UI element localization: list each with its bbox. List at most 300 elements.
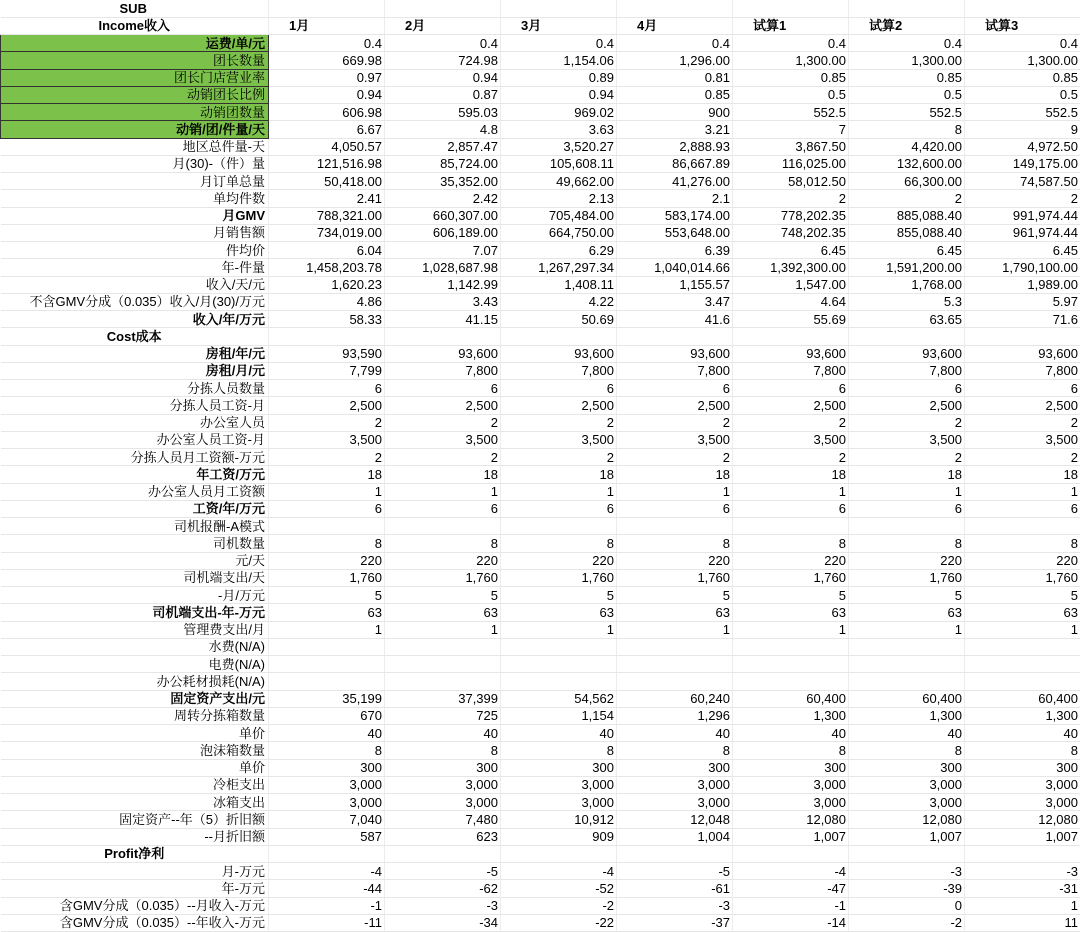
section-header-cell[interactable]: Profit净利: [1, 845, 269, 862]
value-cell[interactable]: 74,587.50: [965, 173, 1080, 190]
value-cell[interactable]: 300: [501, 759, 617, 776]
value-cell[interactable]: 300: [965, 759, 1080, 776]
value-cell[interactable]: 54,562: [501, 690, 617, 707]
row-label-cell[interactable]: 单均件数: [1, 190, 269, 207]
empty-cell[interactable]: [501, 845, 617, 862]
row-label-cell[interactable]: 管理费支出/月: [1, 621, 269, 638]
value-cell[interactable]: 1,154.06: [501, 52, 617, 69]
value-cell[interactable]: 18: [617, 466, 733, 483]
value-cell[interactable]: 0.5: [849, 86, 965, 103]
value-cell[interactable]: 2,857.47: [385, 138, 501, 155]
value-cell[interactable]: 7,040: [269, 811, 385, 828]
value-cell[interactable]: 1,300.00: [965, 52, 1080, 69]
row-label-cell[interactable]: 分拣人员数量: [1, 380, 269, 397]
value-cell[interactable]: -1: [733, 897, 849, 914]
col-header-7[interactable]: 试算3: [965, 17, 1080, 34]
value-cell[interactable]: 6.67: [269, 121, 385, 138]
value-cell[interactable]: 6: [385, 500, 501, 517]
value-cell[interactable]: 18: [269, 466, 385, 483]
row-label-cell[interactable]: 司机报酬-A模式: [1, 518, 269, 535]
value-cell[interactable]: 105,608.11: [501, 155, 617, 172]
value-cell[interactable]: 8: [849, 742, 965, 759]
value-cell[interactable]: 2: [385, 449, 501, 466]
value-cell[interactable]: 3,000: [385, 794, 501, 811]
value-cell[interactable]: 900: [617, 104, 733, 121]
value-cell[interactable]: 6: [501, 380, 617, 397]
value-cell[interactable]: -22: [501, 914, 617, 931]
value-cell[interactable]: 7: [733, 121, 849, 138]
value-cell[interactable]: 41.6: [617, 311, 733, 328]
value-cell[interactable]: 220: [501, 552, 617, 569]
row-label-cell[interactable]: 房租/年/元: [1, 345, 269, 362]
value-cell[interactable]: 606,189.00: [385, 224, 501, 241]
value-cell[interactable]: 4,972.50: [965, 138, 1080, 155]
value-cell[interactable]: 8: [849, 535, 965, 552]
value-cell[interactable]: 2,500: [733, 397, 849, 414]
value-cell[interactable]: 12,080: [733, 811, 849, 828]
value-cell[interactable]: 3,000: [501, 776, 617, 793]
value-cell[interactable]: 2: [385, 414, 501, 431]
value-cell[interactable]: 0.4: [501, 35, 617, 52]
value-cell[interactable]: 8: [617, 535, 733, 552]
value-cell[interactable]: 4,050.57: [269, 138, 385, 155]
value-cell[interactable]: 6: [617, 380, 733, 397]
value-cell[interactable]: 2,500: [385, 397, 501, 414]
value-cell[interactable]: 40: [849, 725, 965, 742]
value-cell[interactable]: 3,500: [617, 431, 733, 448]
value-cell[interactable]: 7,800: [617, 362, 733, 379]
value-cell[interactable]: 1,760: [965, 569, 1080, 586]
value-cell[interactable]: [269, 638, 385, 655]
value-cell[interactable]: 55.69: [733, 311, 849, 328]
value-cell[interactable]: 1: [849, 483, 965, 500]
value-cell[interactable]: 149,175.00: [965, 155, 1080, 172]
value-cell[interactable]: 63: [501, 604, 617, 621]
value-cell[interactable]: 40: [269, 725, 385, 742]
value-cell[interactable]: 5: [501, 587, 617, 604]
row-label-cell[interactable]: 动销/团/件量/天: [1, 121, 269, 138]
row-label-cell[interactable]: 水费(N/A): [1, 638, 269, 655]
row-label-cell[interactable]: 年-万元: [1, 880, 269, 897]
row-label-cell[interactable]: 单价: [1, 725, 269, 742]
value-cell[interactable]: 1,155.57: [617, 276, 733, 293]
value-cell[interactable]: 2: [849, 414, 965, 431]
value-cell[interactable]: 669.98: [269, 52, 385, 69]
value-cell[interactable]: 63.65: [849, 311, 965, 328]
income-header-cell[interactable]: Income收入: [1, 17, 269, 34]
row-label-cell[interactable]: 收入/天/元: [1, 276, 269, 293]
value-cell[interactable]: 3,500: [501, 431, 617, 448]
value-cell[interactable]: 5: [385, 587, 501, 604]
empty-cell[interactable]: [617, 328, 733, 345]
value-cell[interactable]: 8: [733, 535, 849, 552]
value-cell[interactable]: 93,600: [385, 345, 501, 362]
value-cell[interactable]: [733, 638, 849, 655]
value-cell[interactable]: 6: [733, 500, 849, 517]
col-header-1[interactable]: 1月: [269, 17, 385, 34]
row-label-cell[interactable]: 冰箱支出: [1, 794, 269, 811]
row-label-cell[interactable]: 含GMV分成（0.035）--年收入-万元: [1, 914, 269, 931]
row-label-cell[interactable]: 元/天: [1, 552, 269, 569]
empty-cell[interactable]: [269, 845, 385, 862]
empty-cell[interactable]: [965, 328, 1080, 345]
value-cell[interactable]: 8: [269, 535, 385, 552]
value-cell[interactable]: 552.5: [965, 104, 1080, 121]
value-cell[interactable]: 1: [965, 483, 1080, 500]
row-label-cell[interactable]: 办公耗材损耗(N/A): [1, 673, 269, 690]
value-cell[interactable]: 660,307.00: [385, 207, 501, 224]
value-cell[interactable]: [501, 673, 617, 690]
value-cell[interactable]: 3,500: [733, 431, 849, 448]
value-cell[interactable]: 2.41: [269, 190, 385, 207]
row-label-cell[interactable]: 办公室人员: [1, 414, 269, 431]
value-cell[interactable]: 0.5: [733, 86, 849, 103]
value-cell[interactable]: -62: [385, 880, 501, 897]
empty-cell[interactable]: [385, 845, 501, 862]
row-label-cell[interactable]: 办公室人员月工资额: [1, 483, 269, 500]
value-cell[interactable]: 6: [269, 380, 385, 397]
value-cell[interactable]: [965, 638, 1080, 655]
value-cell[interactable]: 85,724.00: [385, 155, 501, 172]
row-label-cell[interactable]: 收入/年/万元: [1, 311, 269, 328]
sheet-title-cell[interactable]: SUB: [1, 0, 269, 17]
empty-cell[interactable]: [849, 845, 965, 862]
value-cell[interactable]: 705,484.00: [501, 207, 617, 224]
value-cell[interactable]: 2: [849, 449, 965, 466]
value-cell[interactable]: 6: [965, 380, 1080, 397]
value-cell[interactable]: 2: [269, 449, 385, 466]
row-label-cell[interactable]: 固定资产支出/元: [1, 690, 269, 707]
value-cell[interactable]: 1,267,297.34: [501, 259, 617, 276]
value-cell[interactable]: 2: [965, 449, 1080, 466]
value-cell[interactable]: 1,300: [849, 707, 965, 724]
value-cell[interactable]: [385, 638, 501, 655]
value-cell[interactable]: -52: [501, 880, 617, 897]
row-label-cell[interactable]: 司机数量: [1, 535, 269, 552]
value-cell[interactable]: 2: [733, 449, 849, 466]
value-cell[interactable]: 5: [965, 587, 1080, 604]
value-cell[interactable]: 2: [501, 449, 617, 466]
empty-cell[interactable]: [269, 328, 385, 345]
value-cell[interactable]: 8: [385, 535, 501, 552]
row-label-cell[interactable]: -月/万元: [1, 587, 269, 604]
value-cell[interactable]: 0.94: [385, 69, 501, 86]
value-cell[interactable]: 1: [501, 621, 617, 638]
row-label-cell[interactable]: 运费/单/元: [1, 35, 269, 52]
empty-cell[interactable]: [385, 328, 501, 345]
value-cell[interactable]: 1,458,203.78: [269, 259, 385, 276]
row-label-cell[interactable]: 含GMV分成（0.035）--月收入-万元: [1, 897, 269, 914]
row-label-cell[interactable]: 月(30)-（件）量: [1, 155, 269, 172]
value-cell[interactable]: 748,202.35: [733, 224, 849, 241]
value-cell[interactable]: [733, 656, 849, 673]
value-cell[interactable]: [617, 518, 733, 535]
value-cell[interactable]: 552.5: [849, 104, 965, 121]
value-cell[interactable]: 7,800: [501, 362, 617, 379]
value-cell[interactable]: 4,420.00: [849, 138, 965, 155]
value-cell[interactable]: -3: [965, 863, 1080, 880]
value-cell[interactable]: 0.4: [385, 35, 501, 52]
value-cell[interactable]: [849, 673, 965, 690]
value-cell[interactable]: 2.13: [501, 190, 617, 207]
value-cell[interactable]: 18: [849, 466, 965, 483]
value-cell[interactable]: 1,296: [617, 707, 733, 724]
section-header-cell[interactable]: Cost成本: [1, 328, 269, 345]
value-cell[interactable]: [385, 673, 501, 690]
empty-cell[interactable]: [965, 845, 1080, 862]
row-label-cell[interactable]: --月折旧额: [1, 828, 269, 845]
value-cell[interactable]: 1: [733, 483, 849, 500]
value-cell[interactable]: 50,418.00: [269, 173, 385, 190]
value-cell[interactable]: 587: [269, 828, 385, 845]
value-cell[interactable]: 1,768.00: [849, 276, 965, 293]
value-cell[interactable]: 0.85: [733, 69, 849, 86]
row-label-cell[interactable]: 月GMV: [1, 207, 269, 224]
value-cell[interactable]: -4: [733, 863, 849, 880]
value-cell[interactable]: 1,154: [501, 707, 617, 724]
value-cell[interactable]: 0.81: [617, 69, 733, 86]
value-cell[interactable]: 8: [617, 742, 733, 759]
empty-cell[interactable]: [849, 328, 965, 345]
value-cell[interactable]: 2.1: [617, 190, 733, 207]
row-label-cell[interactable]: 单价: [1, 759, 269, 776]
value-cell[interactable]: 670: [269, 707, 385, 724]
value-cell[interactable]: 37,399: [385, 690, 501, 707]
row-label-cell[interactable]: 地区总件量-天: [1, 138, 269, 155]
value-cell[interactable]: 5: [269, 587, 385, 604]
value-cell[interactable]: -1: [269, 897, 385, 914]
value-cell[interactable]: 6.39: [617, 242, 733, 259]
value-cell[interactable]: 300: [849, 759, 965, 776]
value-cell[interactable]: 58,012.50: [733, 173, 849, 190]
value-cell[interactable]: 220: [385, 552, 501, 569]
row-label-cell[interactable]: 分拣人员工资-月: [1, 397, 269, 414]
value-cell[interactable]: 3,500: [965, 431, 1080, 448]
value-cell[interactable]: -2: [501, 897, 617, 914]
value-cell[interactable]: 5: [849, 587, 965, 604]
row-label-cell[interactable]: 固定资产--年（5）折旧额: [1, 811, 269, 828]
value-cell[interactable]: 3,000: [965, 794, 1080, 811]
value-cell[interactable]: 0.94: [501, 86, 617, 103]
row-label-cell[interactable]: 泡沫箱数量: [1, 742, 269, 759]
value-cell[interactable]: -2: [849, 914, 965, 931]
value-cell[interactable]: 6: [849, 380, 965, 397]
value-cell[interactable]: 1: [385, 621, 501, 638]
row-label-cell[interactable]: 分拣人员月工资额-万元: [1, 449, 269, 466]
value-cell[interactable]: 606.98: [269, 104, 385, 121]
value-cell[interactable]: [849, 638, 965, 655]
value-cell[interactable]: 8: [965, 742, 1080, 759]
value-cell[interactable]: 9: [965, 121, 1080, 138]
value-cell[interactable]: 583,174.00: [617, 207, 733, 224]
value-cell[interactable]: 220: [965, 552, 1080, 569]
value-cell[interactable]: 3,000: [269, 794, 385, 811]
value-cell[interactable]: 1,296.00: [617, 52, 733, 69]
value-cell[interactable]: 6: [501, 500, 617, 517]
value-cell[interactable]: 8: [385, 742, 501, 759]
value-cell[interactable]: 300: [617, 759, 733, 776]
value-cell[interactable]: 3,000: [385, 776, 501, 793]
value-cell[interactable]: 2: [501, 414, 617, 431]
value-cell[interactable]: 7,800: [733, 362, 849, 379]
value-cell[interactable]: 0: [849, 897, 965, 914]
value-cell[interactable]: 0.4: [269, 35, 385, 52]
value-cell[interactable]: 7,800: [385, 362, 501, 379]
value-cell[interactable]: 1,028,687.98: [385, 259, 501, 276]
value-cell[interactable]: 40: [501, 725, 617, 742]
value-cell[interactable]: 3.43: [385, 293, 501, 310]
row-label-cell[interactable]: 工资/年/万元: [1, 500, 269, 517]
value-cell[interactable]: 5.3: [849, 293, 965, 310]
value-cell[interactable]: -14: [733, 914, 849, 931]
value-cell[interactable]: 2,888.93: [617, 138, 733, 155]
value-cell[interactable]: 1: [965, 621, 1080, 638]
row-label-cell[interactable]: 年-件量: [1, 259, 269, 276]
value-cell[interactable]: -3: [849, 863, 965, 880]
value-cell[interactable]: 220: [617, 552, 733, 569]
value-cell[interactable]: [849, 656, 965, 673]
value-cell[interactable]: 664,750.00: [501, 224, 617, 241]
row-label-cell[interactable]: 房租/月/元: [1, 362, 269, 379]
value-cell[interactable]: 5.97: [965, 293, 1080, 310]
value-cell[interactable]: 1,760: [733, 569, 849, 586]
value-cell[interactable]: 0.4: [733, 35, 849, 52]
value-cell[interactable]: 2.42: [385, 190, 501, 207]
value-cell[interactable]: [965, 656, 1080, 673]
value-cell[interactable]: 63: [965, 604, 1080, 621]
row-label-cell[interactable]: 电费(N/A): [1, 656, 269, 673]
value-cell[interactable]: 12,080: [965, 811, 1080, 828]
empty-cell[interactable]: [501, 328, 617, 345]
value-cell[interactable]: 961,974.44: [965, 224, 1080, 241]
value-cell[interactable]: 0.4: [965, 35, 1080, 52]
value-cell[interactable]: 18: [733, 466, 849, 483]
value-cell[interactable]: 1: [965, 897, 1080, 914]
value-cell[interactable]: 2: [849, 190, 965, 207]
value-cell[interactable]: [965, 518, 1080, 535]
row-label-cell[interactable]: 司机端支出/天: [1, 569, 269, 586]
value-cell[interactable]: 93,600: [849, 345, 965, 362]
value-cell[interactable]: [269, 673, 385, 690]
value-cell[interactable]: 40: [617, 725, 733, 742]
value-cell[interactable]: 220: [269, 552, 385, 569]
value-cell[interactable]: 8: [501, 535, 617, 552]
value-cell[interactable]: 8: [733, 742, 849, 759]
value-cell[interactable]: [617, 673, 733, 690]
value-cell[interactable]: 8: [269, 742, 385, 759]
value-cell[interactable]: 2: [965, 190, 1080, 207]
row-label-cell[interactable]: 动销团长比例: [1, 86, 269, 103]
value-cell[interactable]: 93,600: [965, 345, 1080, 362]
value-cell[interactable]: 1,040,014.66: [617, 259, 733, 276]
value-cell[interactable]: 6: [733, 380, 849, 397]
value-cell[interactable]: 0.87: [385, 86, 501, 103]
value-cell[interactable]: 2,500: [965, 397, 1080, 414]
value-cell[interactable]: 116,025.00: [733, 155, 849, 172]
row-label-cell[interactable]: 司机端支出-年-万元: [1, 604, 269, 621]
value-cell[interactable]: 1: [269, 483, 385, 500]
value-cell[interactable]: -44: [269, 880, 385, 897]
value-cell[interactable]: 855,088.40: [849, 224, 965, 241]
value-cell[interactable]: 3,000: [617, 794, 733, 811]
value-cell[interactable]: [617, 638, 733, 655]
value-cell[interactable]: -39: [849, 880, 965, 897]
value-cell[interactable]: 1,300.00: [733, 52, 849, 69]
value-cell[interactable]: 2,500: [269, 397, 385, 414]
value-cell[interactable]: 93,600: [617, 345, 733, 362]
value-cell[interactable]: 6.45: [965, 242, 1080, 259]
value-cell[interactable]: 623: [385, 828, 501, 845]
value-cell[interactable]: 1,300.00: [849, 52, 965, 69]
col-header-2[interactable]: 2月: [385, 17, 501, 34]
value-cell[interactable]: 3,520.27: [501, 138, 617, 155]
value-cell[interactable]: 0.4: [849, 35, 965, 52]
value-cell[interactable]: 3,867.50: [733, 138, 849, 155]
value-cell[interactable]: 5: [733, 587, 849, 604]
value-cell[interactable]: 18: [501, 466, 617, 483]
row-label-cell[interactable]: 月-万元: [1, 863, 269, 880]
value-cell[interactable]: 0.94: [269, 86, 385, 103]
value-cell[interactable]: 18: [385, 466, 501, 483]
value-cell[interactable]: 4.64: [733, 293, 849, 310]
value-cell[interactable]: 8: [965, 535, 1080, 552]
value-cell[interactable]: 3,000: [849, 776, 965, 793]
value-cell[interactable]: 0.85: [617, 86, 733, 103]
row-label-cell[interactable]: 周转分拣箱数量: [1, 707, 269, 724]
value-cell[interactable]: 8: [849, 121, 965, 138]
value-cell[interactable]: 0.4: [617, 35, 733, 52]
value-cell[interactable]: -31: [965, 880, 1080, 897]
value-cell[interactable]: 6.45: [733, 242, 849, 259]
value-cell[interactable]: 1,760: [385, 569, 501, 586]
value-cell[interactable]: 3,000: [733, 776, 849, 793]
value-cell[interactable]: -4: [269, 863, 385, 880]
value-cell[interactable]: 2: [617, 414, 733, 431]
value-cell[interactable]: 1: [733, 621, 849, 638]
value-cell[interactable]: 6.29: [501, 242, 617, 259]
value-cell[interactable]: [501, 638, 617, 655]
value-cell[interactable]: 788,321.00: [269, 207, 385, 224]
value-cell[interactable]: [849, 518, 965, 535]
value-cell[interactable]: 40: [965, 725, 1080, 742]
value-cell[interactable]: 724.98: [385, 52, 501, 69]
value-cell[interactable]: -5: [617, 863, 733, 880]
value-cell[interactable]: [965, 673, 1080, 690]
value-cell[interactable]: 63: [617, 604, 733, 621]
value-cell[interactable]: 0.89: [501, 69, 617, 86]
value-cell[interactable]: 3,500: [849, 431, 965, 448]
value-cell[interactable]: 93,600: [501, 345, 617, 362]
value-cell[interactable]: -3: [617, 897, 733, 914]
value-cell[interactable]: 2,500: [849, 397, 965, 414]
value-cell[interactable]: 60,400: [733, 690, 849, 707]
value-cell[interactable]: 2: [965, 414, 1080, 431]
value-cell[interactable]: 3.47: [617, 293, 733, 310]
value-cell[interactable]: 1,591,200.00: [849, 259, 965, 276]
value-cell[interactable]: 300: [733, 759, 849, 776]
value-cell[interactable]: 1,760: [269, 569, 385, 586]
value-cell[interactable]: 6.45: [849, 242, 965, 259]
value-cell[interactable]: 300: [385, 759, 501, 776]
value-cell[interactable]: [733, 673, 849, 690]
value-cell[interactable]: -47: [733, 880, 849, 897]
value-cell[interactable]: 3,500: [385, 431, 501, 448]
row-label-cell[interactable]: 冷柜支出: [1, 776, 269, 793]
value-cell[interactable]: 3,000: [733, 794, 849, 811]
value-cell[interactable]: -4: [501, 863, 617, 880]
row-label-cell[interactable]: 团长数量: [1, 52, 269, 69]
value-cell[interactable]: 909: [501, 828, 617, 845]
